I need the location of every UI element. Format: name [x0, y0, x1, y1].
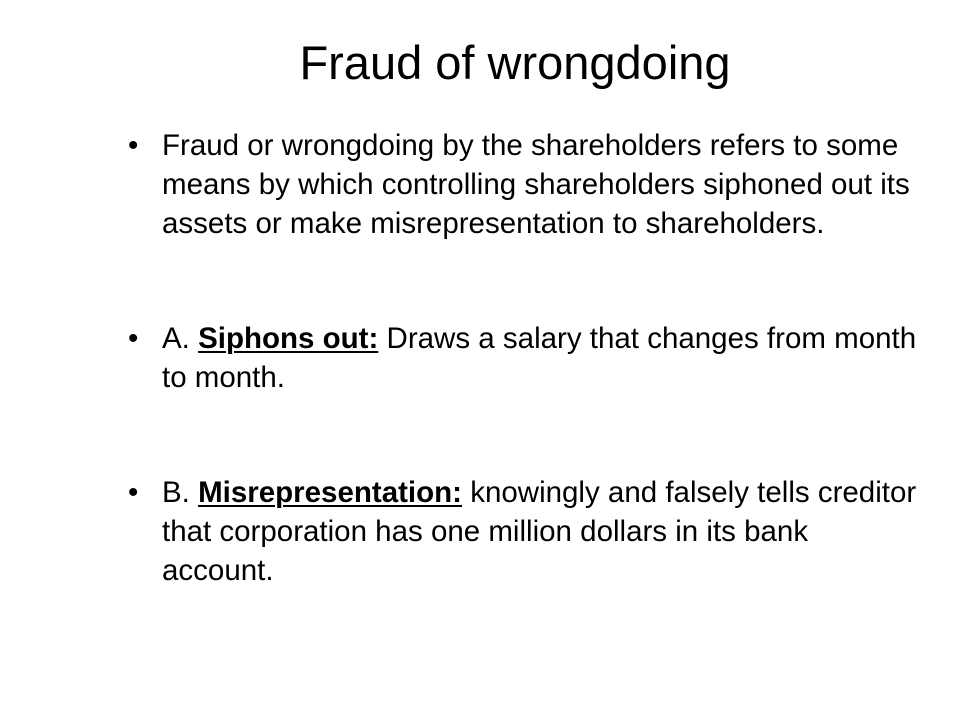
bullet-term: Misrepresentation:: [198, 476, 462, 509]
bullet-text: knowingly and falsely tells creditor that corporation has one million dollars in its bank account.: [162, 476, 917, 587]
bullet-prefix: A.: [162, 322, 199, 355]
bullet-marker: •: [128, 129, 139, 162]
bullet-item-1: [128, 126, 918, 243]
bullet-prefix: B.: [162, 476, 199, 509]
bullet-list: [128, 126, 918, 590]
bullet-text: Fraud or wrongdoing by the shareholders refers to some means by which controlling shareholders siphoned out its assets or make misrepresentation to shareholders.: [162, 129, 910, 240]
bullet-term: Siphons out:: [198, 322, 379, 355]
bullet-marker: •: [128, 476, 139, 509]
bullet-item-2: [128, 319, 918, 397]
bullet-text: Draws a salary that changes from month to month.: [162, 322, 917, 394]
slide-title: Fraud of wrongdoing: [299, 36, 731, 89]
bullet-item-3: [128, 473, 918, 590]
bullet-marker: •: [128, 322, 139, 355]
